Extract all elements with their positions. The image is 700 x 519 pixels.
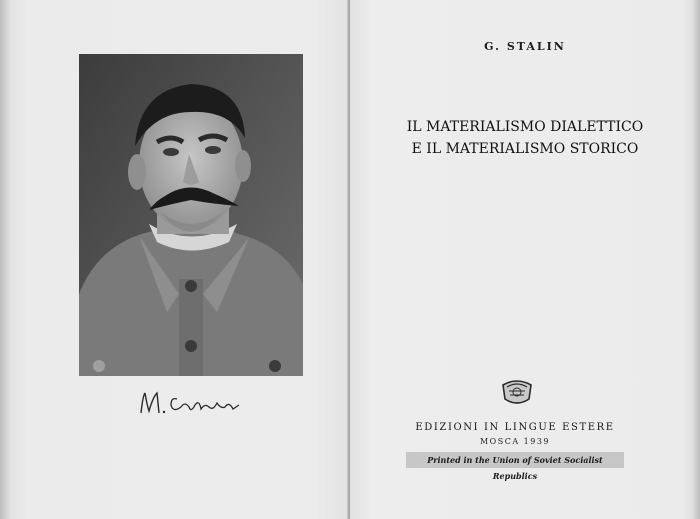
left-page-edge — [0, 0, 10, 519]
signature — [135, 387, 255, 421]
printed-note: Printed in the Union of Soviet Socialist Republics — [406, 452, 624, 468]
publisher-name: EDIZIONI IN LINGUE ESTERE — [415, 422, 615, 433]
title-line-2: E IL MATERIALISMO STORICO — [411, 141, 639, 157]
portrait-photo — [79, 54, 303, 376]
portrait-illustration — [79, 54, 303, 376]
book-title — [350, 116, 700, 160]
author-name: G. STALIN — [484, 40, 566, 53]
signature-icon — [135, 387, 255, 421]
title-line-1: IL MATERIALISMO DIALETTICO — [406, 119, 644, 135]
city-year: MOSCA 1939 — [479, 437, 551, 446]
right-page-edge — [692, 0, 700, 519]
publisher-emblem-icon — [499, 377, 535, 407]
